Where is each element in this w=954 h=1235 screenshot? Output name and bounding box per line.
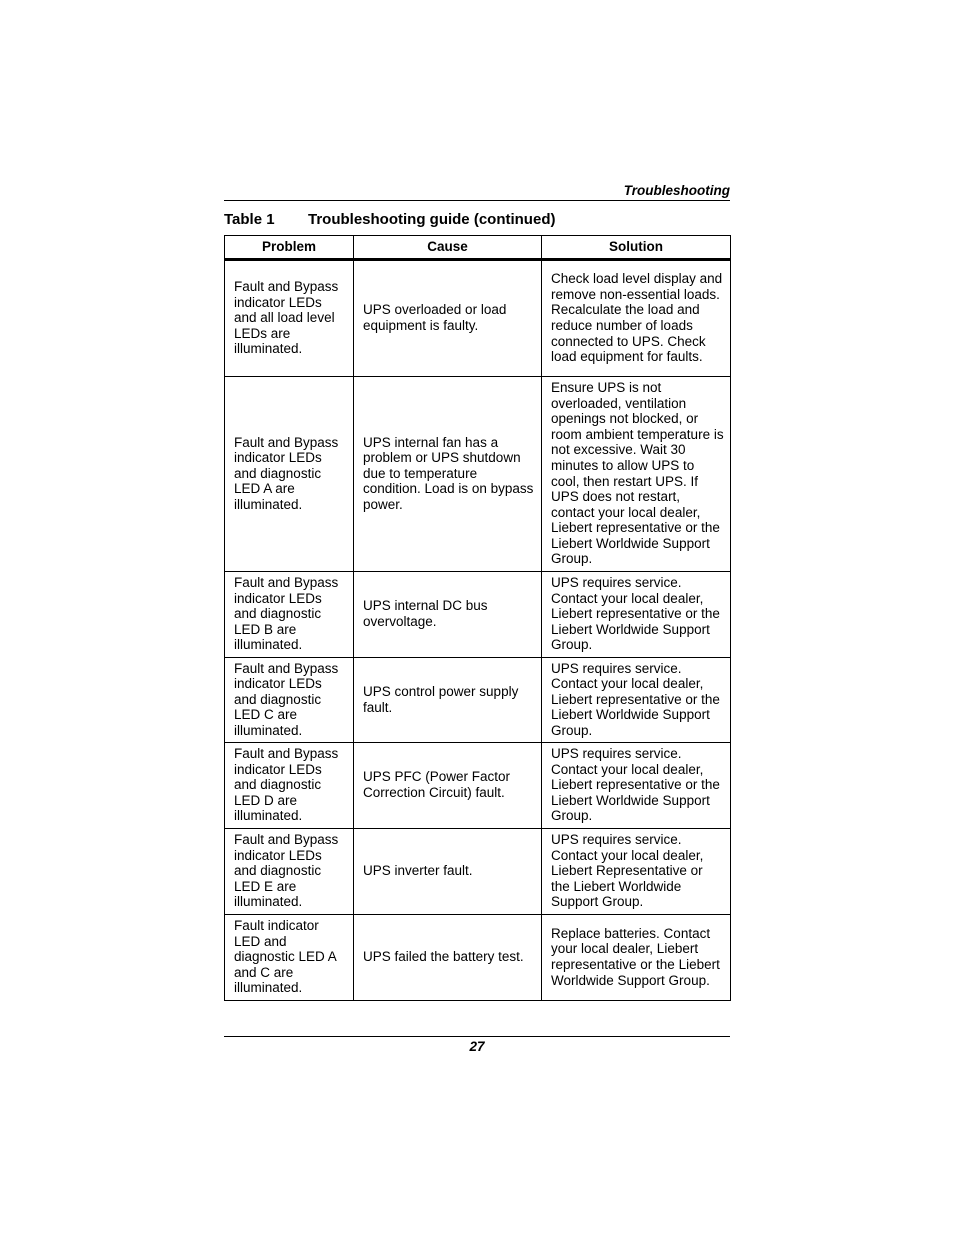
table-row (225, 572, 731, 658)
table-row (225, 377, 731, 572)
page-number: 27 (469, 1039, 485, 1054)
column-header-problem: Problem (225, 236, 354, 260)
problem-cell: Fault and Bypass indicator LEDs and diagnostic LED C are illuminated. (225, 658, 354, 743)
cause-cell: UPS internal fan has a problem or UPS shutdown due to temperature condition. Load is on bypass power. (354, 377, 542, 572)
solution-cell: UPS requires service. Contact your local dealer, Liebert representative or the Liebert Worldwide Support Group. (542, 572, 731, 658)
table-row (225, 260, 731, 377)
table-caption-label: Table 1 (224, 211, 275, 228)
header-divider (224, 200, 730, 201)
table-caption-title: Troubleshooting guide (continued) (308, 211, 556, 228)
cause-cell: UPS failed the battery test. (354, 915, 542, 1001)
running-header-title: Troubleshooting (623, 183, 730, 198)
cause-cell: UPS PFC (Power Factor Correction Circuit) fault. (354, 743, 542, 829)
solution-cell: Ensure UPS is not overloaded, ventilation openings not blocked, or room ambient temperature is not excessive. Wait 30 minutes to allow UPS to cool, then restart UPS. If UPS does not restart, contact your local dealer, Liebert representative or the Liebert Worldwide Support Group. (542, 377, 731, 572)
cause-cell: UPS internal DC bus overvoltage. (354, 572, 542, 658)
footer-divider (224, 1036, 730, 1037)
problem-cell: Fault indicator LED and diagnostic LED A and C are illuminated. (225, 915, 354, 1001)
solution-cell: UPS requires service. Contact your local dealer, Liebert Representative or the Liebert Worldwide Support Group. (542, 829, 731, 915)
solution-cell: Replace batteries. Contact your local dealer, Liebert representative or the Liebert Worldwide Support Group. (542, 915, 731, 1001)
table-header-row (225, 236, 731, 260)
problem-cell: Fault and Bypass indicator LEDs and diagnostic LED D are illuminated. (225, 743, 354, 829)
table-row (225, 658, 731, 743)
problem-cell: Fault and Bypass indicator LEDs and diagnostic LED A are illuminated. (225, 377, 354, 572)
table-row (225, 915, 731, 1001)
solution-cell: Check load level display and remove non-essential loads. Recalculate the load and reduce number of loads connected to UPS. Check load equipment for faults. (542, 260, 731, 377)
column-header-solution: Solution (542, 236, 731, 260)
table-row (225, 829, 731, 915)
problem-cell: Fault and Bypass indicator LEDs and diagnostic LED B are illuminated. (225, 572, 354, 658)
cause-cell: UPS overloaded or load equipment is faulty. (354, 260, 542, 377)
solution-cell: UPS requires service. Contact your local dealer, Liebert representative or the Liebert Worldwide Support Group. (542, 658, 731, 743)
troubleshooting-table (224, 235, 731, 1001)
problem-cell: Fault and Bypass indicator LEDs and diagnostic LED E are illuminated. (225, 829, 354, 915)
cause-cell: UPS inverter fault. (354, 829, 542, 915)
cause-cell: UPS control power supply fault. (354, 658, 542, 743)
solution-cell: UPS requires service. Contact your local dealer, Liebert representative or the Liebert Worldwide Support Group. (542, 743, 731, 829)
table-row (225, 743, 731, 829)
table-caption (224, 211, 555, 229)
column-header-cause: Cause (354, 236, 542, 260)
problem-cell: Fault and Bypass indicator LEDs and all load level LEDs are illuminated. (225, 260, 354, 377)
